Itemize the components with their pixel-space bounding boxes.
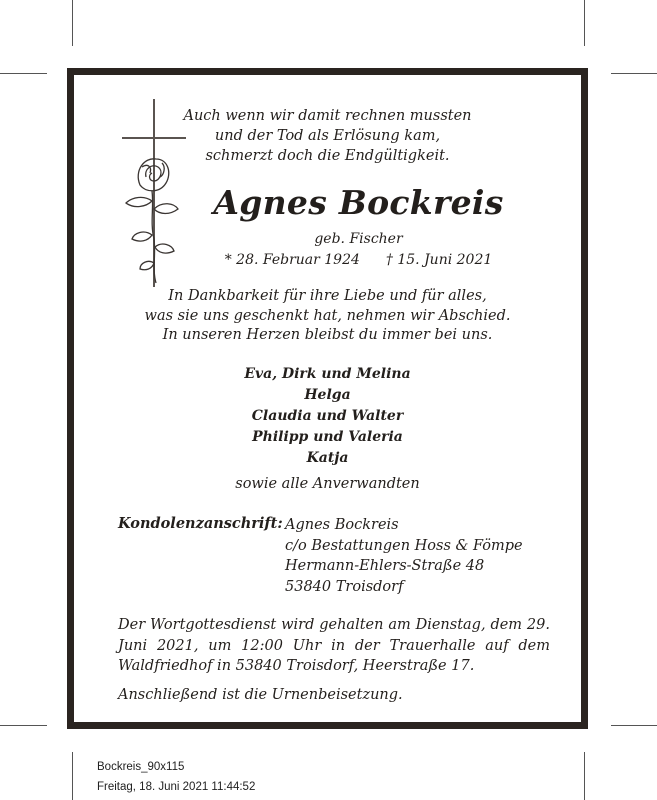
- intro-verse: [74, 106, 581, 166]
- footer-filename: Bockreis_90x115: [97, 761, 185, 773]
- mourner-entry: Claudia und Walter: [251, 408, 404, 424]
- relatives-note: sowie alle Anverwandten: [235, 476, 420, 492]
- crop-mark-bottom-left: [72, 752, 73, 800]
- crop-mark-right-bottom: [611, 725, 657, 726]
- death-date: † 15. Juni 2021: [385, 252, 493, 268]
- thanks-line: In unseren Herzen bleibst du immer bei uns.: [162, 327, 493, 343]
- crop-mark-top-left: [72, 0, 73, 46]
- crop-mark-left-top: [0, 73, 47, 74]
- mourner-entry: Katja: [306, 450, 349, 466]
- condolence-label: Kondolenzanschrift:: [118, 515, 283, 532]
- birth-date: * 28. Februar 1924: [224, 252, 360, 268]
- crop-mark-bottom-right: [584, 752, 585, 800]
- address-line: Agnes Bockreis: [285, 517, 399, 533]
- urn-burial-note: Anschließend ist die Urnenbeisetzung.: [118, 687, 403, 703]
- address-line: Hermann-Ehlers-Straße 48: [285, 558, 485, 574]
- thanks-line: In Dankbarkeit für ihre Liebe und für alles,: [168, 288, 487, 304]
- intro-line: und der Tod als Erlösung kam,: [214, 128, 441, 144]
- obituary-card: [67, 68, 588, 729]
- address-line: 53840 Troisdorf: [285, 578, 404, 595]
- mourners-list: [74, 364, 581, 469]
- crop-mark-top-right: [584, 0, 585, 46]
- condolence-address: [285, 515, 523, 597]
- footer-timestamp: Freitag, 18. Juni 2021 11:44:52: [97, 781, 256, 793]
- crop-mark-left-bottom: [0, 725, 47, 726]
- crop-mark-right-top: [611, 73, 657, 74]
- thanks-text: [74, 287, 581, 346]
- intro-line: Auch wenn wir damit rechnen mussten: [183, 108, 472, 124]
- thanks-line: was sie uns geschenkt hat, nehmen wir Abschied.: [144, 307, 511, 324]
- birth-name: geb. Fischer: [314, 231, 403, 247]
- mourner-entry: Philipp und Valeria: [252, 429, 403, 445]
- intro-line: schmerzt doch die Endgültigkeit.: [205, 148, 450, 164]
- mourner-entry: Helga: [304, 387, 351, 403]
- life-dates: [74, 252, 581, 268]
- mourner-entry: Eva, Dirk und Melina: [244, 366, 411, 382]
- service-info: Der Wortgottesdienst wird gehalten am Dienstag, dem 29. Juni 2021, um 12:00 Uhr in der Trauerhalle auf dem Waldfriedhof in 53840 Troisdorf, Heerstraße 17.: [118, 617, 550, 674]
- address-line: c/o Bestattungen Hoss & Fömpe: [285, 537, 523, 554]
- deceased-name: Agnes Bockreis: [213, 183, 504, 222]
